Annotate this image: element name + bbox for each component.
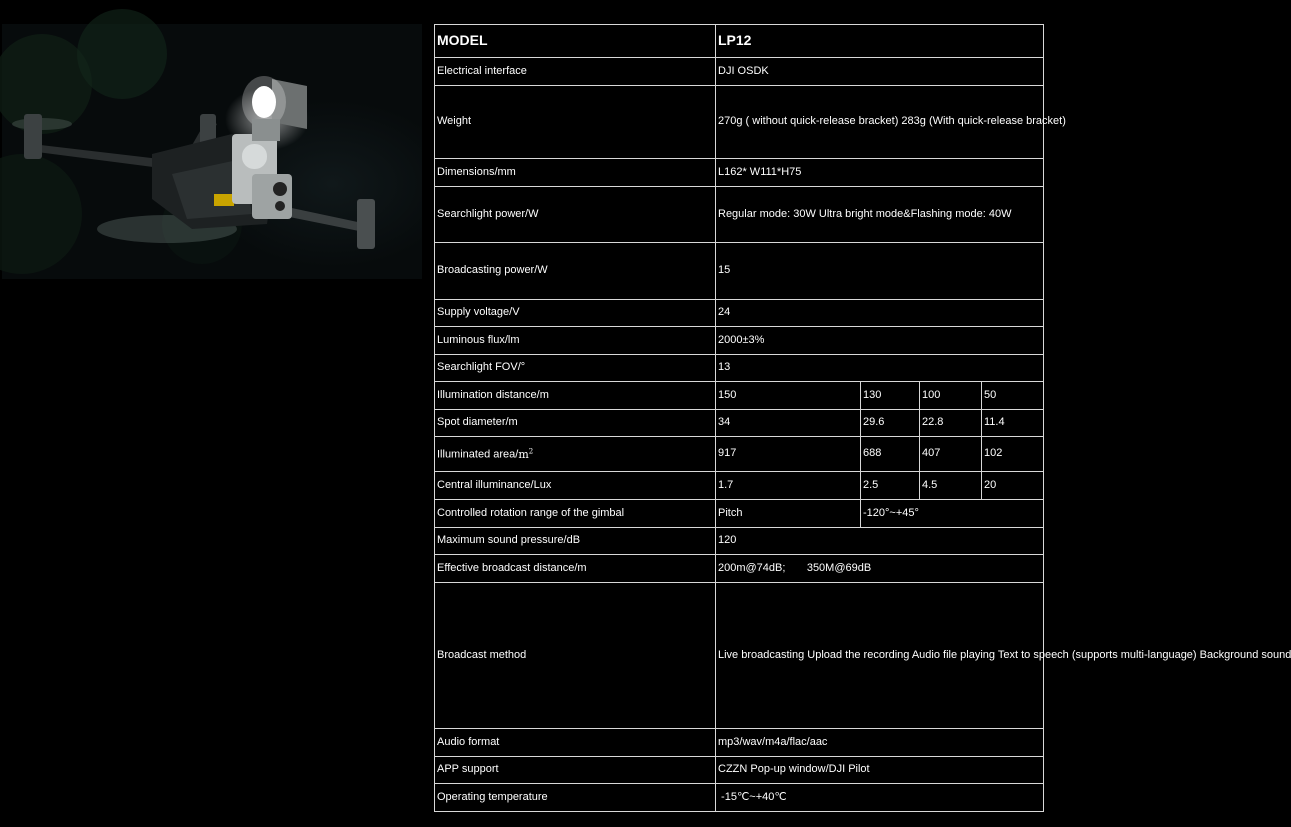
spec-value: 34 — [716, 410, 861, 437]
spec-value: 2.5 — [861, 472, 920, 500]
spec-axis: Pitch — [716, 500, 861, 528]
spec-label — [435, 437, 716, 472]
spec-value: -15℃~+40℃ — [716, 784, 1044, 812]
spec-label: Broadcasting power/W — [435, 243, 716, 300]
spec-row-model — [435, 25, 1044, 58]
spec-value: 270g ( without quick-release bracket) 283g (With quick-release bracket) — [716, 86, 1044, 159]
spec-value: 13 — [716, 355, 1044, 382]
spec-label: Dimensions/mm — [435, 159, 716, 187]
spec-label: Supply voltage/V — [435, 300, 716, 327]
spec-row-illuminated-area — [435, 437, 1044, 472]
spec-label: Weight — [435, 86, 716, 159]
spec-value: 29.6 — [861, 410, 920, 437]
spec-label: Audio format — [435, 729, 716, 757]
spec-label: Luminous flux/lm — [435, 327, 716, 355]
spec-label: Effective broadcast distance/m — [435, 555, 716, 583]
spec-table — [434, 24, 1291, 812]
spec-value: DJI OSDK — [716, 58, 1044, 86]
spec-value: 50 — [982, 382, 1044, 410]
spec-row-weight — [435, 86, 1044, 159]
spec-label: Controlled rotation range of the gimbal — [435, 500, 716, 528]
spec-row-operating-temperature — [435, 784, 1044, 812]
spec-label: Maximum sound pressure/dB — [435, 528, 716, 555]
spec-label: Operating temperature — [435, 784, 716, 812]
spec-value: -120°~+45° — [861, 500, 1044, 528]
spec-value: Live broadcasting Upload the recording Audio file playing Text to speech (supports multi-language) Background sound — [716, 583, 1044, 729]
spec-value: mp3/wav/m4a/flac/aac — [716, 729, 1044, 757]
spec-value: 20 — [982, 472, 1044, 500]
spec-value: 688 — [861, 437, 920, 472]
spec-row-broadcasting-power — [435, 243, 1044, 300]
drone-photo — [2, 24, 422, 279]
spec-value: 102 — [982, 437, 1044, 472]
spec-label: Searchlight power/W — [435, 187, 716, 243]
spec-row-gimbal-rotation — [435, 500, 1044, 528]
drone-illustration — [2, 24, 422, 279]
spec-value: 120 — [716, 528, 1044, 555]
spec-label: Electrical interface — [435, 58, 716, 86]
spec-row-dimensions — [435, 159, 1044, 187]
spec-value: 22.8 — [920, 410, 982, 437]
spec-value: 130 — [861, 382, 920, 410]
spec-label-text: Illuminated area/ — [437, 449, 519, 462]
spec-label: Searchlight FOV/° — [435, 355, 716, 382]
spec-label: Spot diameter/m — [435, 410, 716, 437]
spec-value: 1.7 — [716, 472, 861, 500]
spec-value: 11.4 — [982, 410, 1044, 437]
spec-row-supply-voltage — [435, 300, 1044, 327]
spec-value: CZZN Pop-up window/DJI Pilot — [716, 757, 1044, 784]
spec-value: 4.5 — [920, 472, 982, 500]
spec-row-app-support — [435, 757, 1044, 784]
spec-row-broadcast-method — [435, 583, 1044, 729]
spec-value: 150 — [716, 382, 861, 410]
spec-label: Broadcast method — [435, 583, 716, 729]
spec-row-central-illuminance — [435, 472, 1044, 500]
area-unit-base: m — [518, 448, 529, 462]
spec-label: Central illuminance/Lux — [435, 472, 716, 500]
spec-value: L162* W111*H75 — [716, 159, 1044, 187]
spec-row-searchlight-fov — [435, 355, 1044, 382]
spec-row-luminous-flux — [435, 327, 1044, 355]
spec-row-broadcast-distance — [435, 555, 1044, 583]
spec-row-searchlight-power — [435, 187, 1044, 243]
spec-row-spot-diameter — [435, 410, 1044, 437]
area-unit-exponent: 2 — [528, 447, 534, 456]
spec-value: 407 — [920, 437, 982, 472]
spec-row-illumination-distance — [435, 382, 1044, 410]
area-unit — [518, 448, 533, 461]
spec-row-electrical-interface — [435, 58, 1044, 86]
spec-value: 200m@74dB; 350M@69dB — [716, 555, 1044, 583]
spec-value: 15 — [716, 243, 1044, 300]
spec-value: LP12 — [716, 25, 1044, 58]
spec-label: Illumination distance/m — [435, 382, 716, 410]
spec-value: Regular mode: 30W Ultra bright mode&Flashing mode: 40W — [716, 187, 1044, 243]
spec-value: 24 — [716, 300, 1044, 327]
spec-value: 100 — [920, 382, 982, 410]
spec-label: APP support — [435, 757, 716, 784]
spec-row-max-sound-pressure — [435, 528, 1044, 555]
spec-value: 917 — [716, 437, 861, 472]
spec-row-audio-format — [435, 729, 1044, 757]
spec-value: 2000±3% — [716, 327, 1044, 355]
spec-label: MODEL — [435, 25, 716, 58]
